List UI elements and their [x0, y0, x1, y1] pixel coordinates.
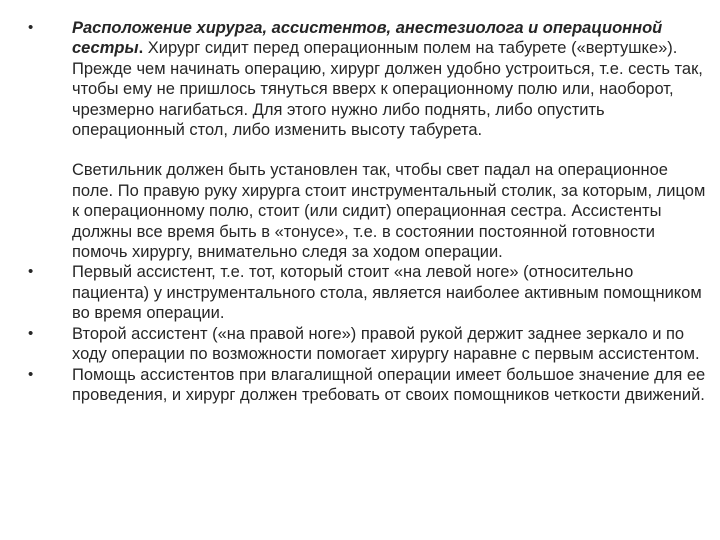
bullet-item-first-assistant [28, 262, 708, 323]
item-text: Второй ассистент («на правой ноге») правой рукой держит заднее зеркало и по ходу операции по возможности помогает хирургу наравне с первым ассистентом. [72, 324, 700, 364]
item-heading-end: . [138, 39, 144, 58]
item-text: Первый ассистент, т.е. тот, который стоит «на левой ноге» (относительно пациента) у инструментального стола, является наиболее активным помощником во время операции. [72, 263, 702, 323]
bullet-dot-icon: • [28, 365, 34, 383]
item-text: Светильник должен быть установлен так, чтобы свет падал на операционное поле. По правую руку хирурга стоит инструментальный столик, за которым, лицом к операционному полю, стоит (или сидит) операционная сестра. Ассистенты должны все время быть в «тонусе», т.е. в состоянии постоянной готовности помочь хирургу, внимательно следя за ходом операции. [72, 161, 706, 262]
bullet-dot-icon: • [28, 263, 34, 281]
bullet-item-second-assistant [28, 324, 708, 365]
bullet-item-positioning [28, 18, 708, 140]
bullet-dot-icon: • [28, 324, 34, 342]
bullet-item-assistant-help [28, 365, 708, 406]
paragraph-lighting [28, 160, 708, 262]
item-text: Помощь ассистентов при влагалищной операции имеет большое значение для ее проведения, и хирург должен требовать от своих помощников четкости движений. [72, 365, 706, 404]
bullet-dot-icon: • [28, 19, 34, 36]
slide-body [28, 18, 708, 405]
item-text: Хирург сидит перед операционным полем на табурете («вертушке»). Прежде чем начинать операцию, хирург должен удобно устроиться, т.е. сесть так, чтобы ему не пришлось тянуться вверх к операционному полю или, наоборот, чрезмерно нагибаться. Для этого нужно либо поднять, либо опустить операционный стол, либо изменить высоту табурета. [72, 39, 703, 140]
item-heading: Расположение хирурга, ассистентов, анестезиолога и операционной сестры [72, 19, 663, 58]
